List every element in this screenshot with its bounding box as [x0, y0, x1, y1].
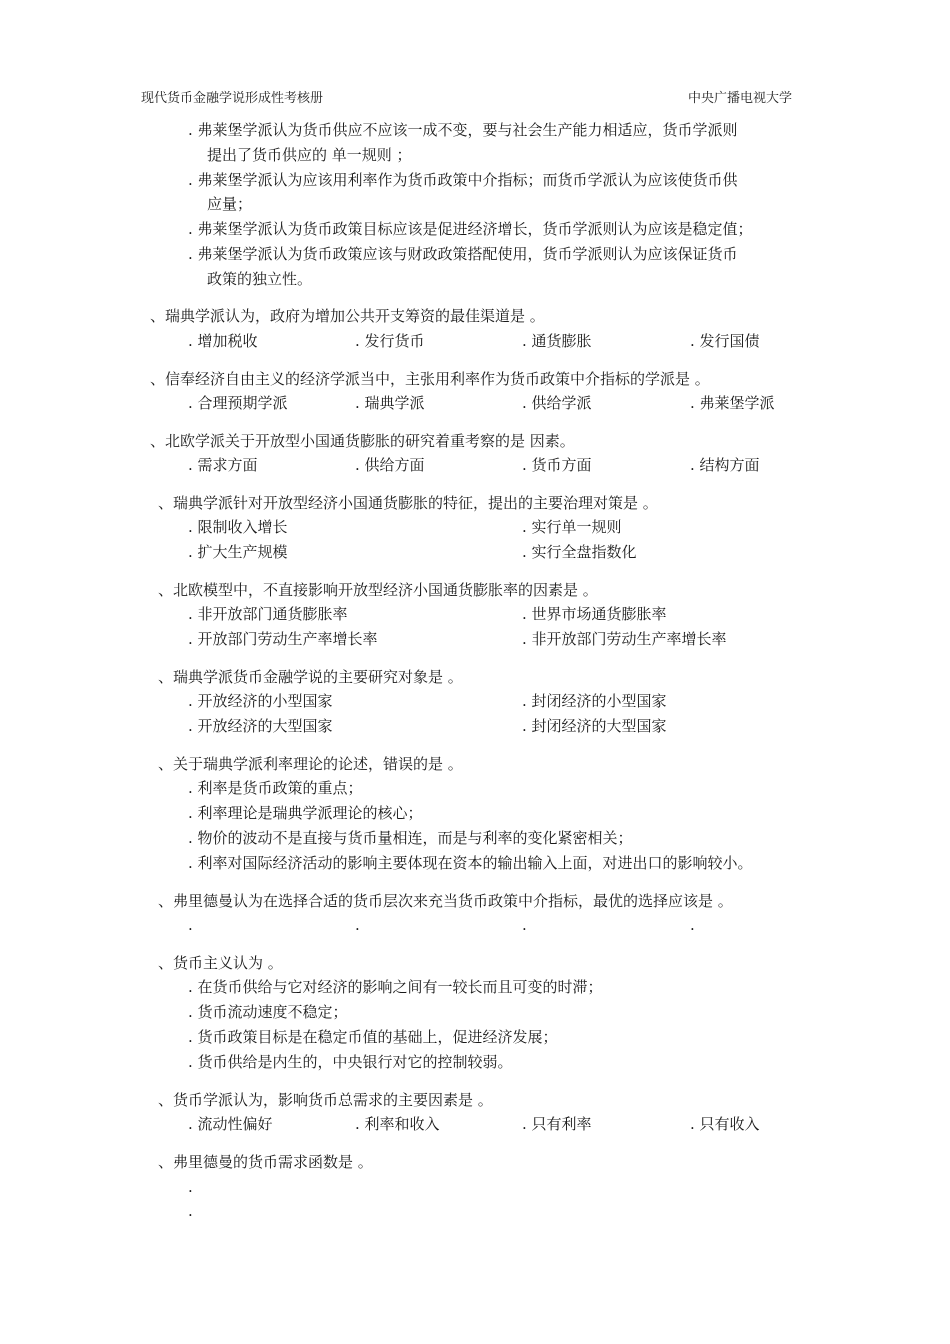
option-a: . 合理预期学派	[188, 394, 288, 412]
option-c: . 货币方面	[522, 456, 592, 474]
option-d: .	[690, 916, 695, 934]
option-c: . 开放经济的大型国家	[188, 717, 333, 735]
question-stem: 、瑞典学派认为，政府为增加公共开支筹资的最佳渠道是 。	[150, 307, 545, 325]
question-stem: 、信奉经济自由主义的经济学派当中，主张用利率作为货币政策中介指标的学派是 。	[150, 370, 710, 388]
option-d: . 封闭经济的大型国家	[522, 717, 667, 735]
option-b: . 供给方面	[355, 456, 425, 474]
option-d: . 货币供给是内生的，中央银行对它的控制较弱。	[188, 1053, 513, 1071]
option-b: . 利率和收入	[355, 1115, 440, 1133]
question-stem: 、瑞典学派针对开放型经济小国通货膨胀的特征，提出的主要治理对策是 。	[158, 494, 658, 512]
option-a-continued: 提出了货币供应的 单一规则 ；	[207, 146, 412, 164]
option-a: . 利率是货币政策的重点；	[188, 779, 363, 797]
option-d: . 弗莱堡学派	[690, 394, 775, 412]
option-a: . 限制收入增长	[188, 518, 288, 536]
question-stem: 、弗里德曼的货币需求函数是 。	[158, 1153, 373, 1171]
option-a: . 开放经济的小型国家	[188, 692, 333, 710]
option-a: . 需求方面	[188, 456, 258, 474]
option-b-continued: 应量；	[207, 195, 253, 213]
question-stem: 、货币主义认为 。	[158, 954, 283, 972]
option-a: . 非开放部门通货膨胀率	[188, 605, 348, 623]
option-c: . 物价的波动不是直接与货币量相连，而是与利率的变化紧密相关；	[188, 829, 633, 847]
option-d: . 发行国债	[690, 332, 760, 350]
option-c: . 开放部门劳动生产率增长率	[188, 630, 378, 648]
option-d: . 结构方面	[690, 456, 760, 474]
question-stem: 、北欧学派关于开放型小国通货膨胀的研究着重考察的是 因素。	[150, 432, 575, 450]
option-b: . 瑞典学派	[355, 394, 425, 412]
option-a: .	[188, 916, 193, 934]
option-b: . 实行单一规则	[522, 518, 622, 536]
question-stem: 、关于瑞典学派利率理论的论述，错误的是 。	[158, 755, 463, 773]
option-b: . 世界市场通货膨胀率	[522, 605, 667, 623]
option-d: . 弗莱堡学派认为货币政策应该与财政政策搭配使用，货币学派则认为应该保证货币	[188, 245, 738, 263]
option-d: . 利率对国际经济活动的影响主要体现在资本的输出输入上面，对进出口的影响较小。	[188, 854, 753, 872]
question-stem: 、弗里德曼认为在选择合适的货币层次来充当货币政策中介指标，最优的选择应该是 。	[158, 892, 733, 910]
option-d: . 非开放部门劳动生产率增长率	[522, 630, 727, 648]
option-d-continued: 政策的独立性。	[207, 270, 313, 288]
option-c: . 弗莱堡学派认为货币政策目标应该是促进经济增长，货币学派则认为应该是稳定值；	[188, 220, 753, 238]
option-b: . 发行货币	[355, 332, 425, 350]
question-stem: 、瑞典学派货币金融学说的主要研究对象是 。	[158, 668, 463, 686]
option-c: .	[522, 916, 527, 934]
option-b: . 弗莱堡学派认为应该用利率作为货币政策中介指标；而货币学派认为应该使货币供	[188, 171, 738, 189]
question-stem: 、货币学派认为，影响货币总需求的主要因素是 。	[158, 1091, 493, 1109]
option-b: . 利率理论是瑞典学派理论的核心；	[188, 804, 423, 822]
option-a: . 增加税收	[188, 332, 258, 350]
option-c: . 供给学派	[522, 394, 592, 412]
header-right-institution: 中央广播电视大学	[688, 91, 793, 106]
option-a: . 弗莱堡学派认为货币供应不应该一成不变，要与社会生产能力相适应，货币学派则	[188, 121, 738, 139]
option-b: . 封闭经济的小型国家	[522, 692, 667, 710]
option-c: . 货币政策目标是在稳定币值的基础上，促进经济发展；	[188, 1028, 558, 1046]
header-left-title: 现代货币金融学说形成性考核册	[141, 91, 324, 106]
option-d: . 实行全盘指数化	[522, 543, 637, 561]
option-d: . 只有收入	[690, 1115, 760, 1133]
question-stem: 、北欧模型中，不直接影响开放型经济小国通货膨胀率的因素是 。	[158, 581, 598, 599]
option-b: .	[355, 916, 360, 934]
option-c: . 扩大生产规模	[188, 543, 288, 561]
option-c: . 通货膨胀	[522, 332, 592, 350]
option-a: . 流动性偏好	[188, 1115, 273, 1133]
option-b: .	[188, 1202, 193, 1220]
option-b: . 货币流动速度不稳定；	[188, 1003, 348, 1021]
option-c: . 只有利率	[522, 1115, 592, 1133]
option-a: .	[188, 1178, 193, 1196]
option-a: . 在货币供给与它对经济的影响之间有一较长而且可变的时滞；	[188, 978, 603, 996]
